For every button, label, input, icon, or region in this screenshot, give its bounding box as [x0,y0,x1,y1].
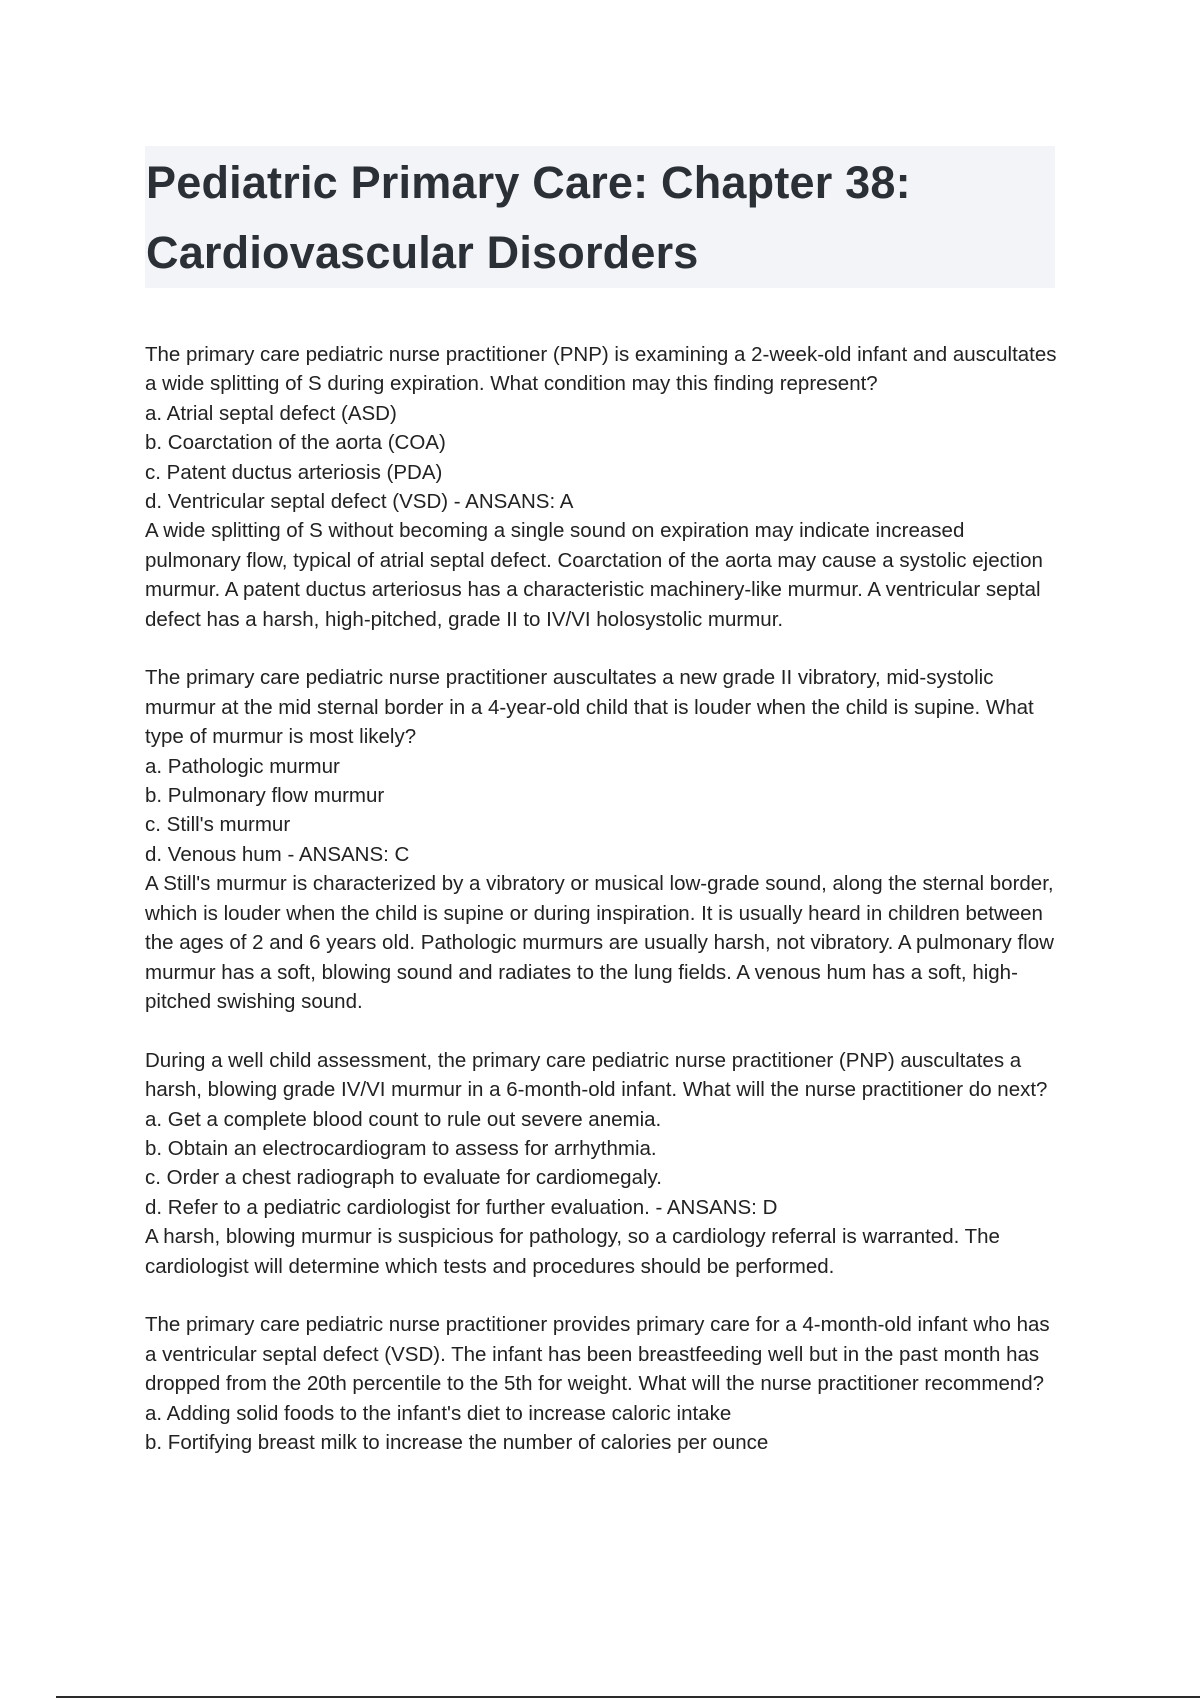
answer-option: d. Venous hum - ANSANS: C [145,842,410,866]
page-bottom-divider [56,1696,1200,1698]
question-block [145,340,1060,634]
question-stem: During a well child assessment, the primary care pediatric nurse practitioner (PNP) auscultates a harsh, blowing grade IV/VI murmur in a 6-month-old infant. What will the nurse practitioner do next? [145,1048,1048,1102]
answer-option: c. Patent ductus arteriosis (PDA) [145,460,443,484]
answer-option: a. Atrial septal defect (ASD) [145,401,397,425]
answer-option: d. Refer to a pediatric cardiologist for further evaluation. - ANSANS: D [145,1195,778,1219]
answer-option: d. Ventricular septal defect (VSD) - ANSANS: A [145,490,574,514]
answer-option: b. Coarctation of the aorta (COA) [145,431,446,455]
answer-option: c. Still's murmur [145,813,291,837]
question-stem: The primary care pediatric nurse practitioner (PNP) is examining a 2-week-old infant and auscultates a wide splitting of S during expiration. What condition may this finding represent? [145,343,1057,396]
answer-option: a. Get a complete blood count to rule out severe anemia. [145,1107,662,1131]
answer-option: b. Obtain an electrocardiogram to assess for arrhythmia. [145,1136,657,1160]
title-banner [145,146,1055,288]
question-block [145,663,1060,1016]
answer-option: b. Pulmonary flow murmur [145,784,385,808]
document-body [145,340,1060,1487]
answer-rationale: A harsh, blowing murmur is suspicious for pathology, so a cardiology referral is warranted. The cardiologist will determine which tests and procedures should be performed. [145,1225,1000,1278]
answer-option: a. Adding solid foods to the infant's diet to increase caloric intake [145,1401,732,1425]
question-block [145,1310,1060,1457]
answer-option: c. Order a chest radiograph to evaluate for cardiomegaly. [145,1166,662,1190]
page-title: Pediatric Primary Care: Chapter 38: Cardiovascular Disorders [146,157,911,278]
question-block [145,1046,1060,1281]
answer-option: b. Fortifying breast milk to increase the number of calories per ounce [145,1430,769,1454]
answer-rationale: A wide splitting of S without becoming a single sound on expiration may indicate increased pulmonary flow, typical of atrial septal defect. Coarctation of the aorta may cause a systolic ejection murmur. A patent ductus arteriosus has a characteristic machinery-like murmur. A ventricular septal defect has a harsh, high-pitched, grade II to IV/VI holosystolic murmur. [145,519,1043,631]
answer-rationale: A Still's murmur is characterized by a vibratory or musical low-grade sound, along the sternal border, which is louder when the child is supine or during inspiration. It is usually heard in children between the ages of 2 and 6 years old. Pathologic murmurs are usually harsh, not vibratory. A pulmonary flow murmur has a soft, blowing sound and radiates to the lung fields. A venous hum has a soft, high-pitched swishing sound. [145,872,1054,1013]
answer-option: a. Pathologic murmur [145,754,340,778]
question-stem: The primary care pediatric nurse practitioner auscultates a new grade II vibratory, mid-systolic murmur at the mid sternal border in a 4-year-old child that is louder when the child is supine. What type of murmur is most likely? [145,666,1034,749]
question-stem: The primary care pediatric nurse practitioner provides primary care for a 4-month-old infant who has a ventricular septal defect (VSD). The infant has been breastfeeding well but in the past month has dropped from the 20th percentile to the 5th for weight. What will the nurse practitioner recommend? [145,1313,1050,1396]
